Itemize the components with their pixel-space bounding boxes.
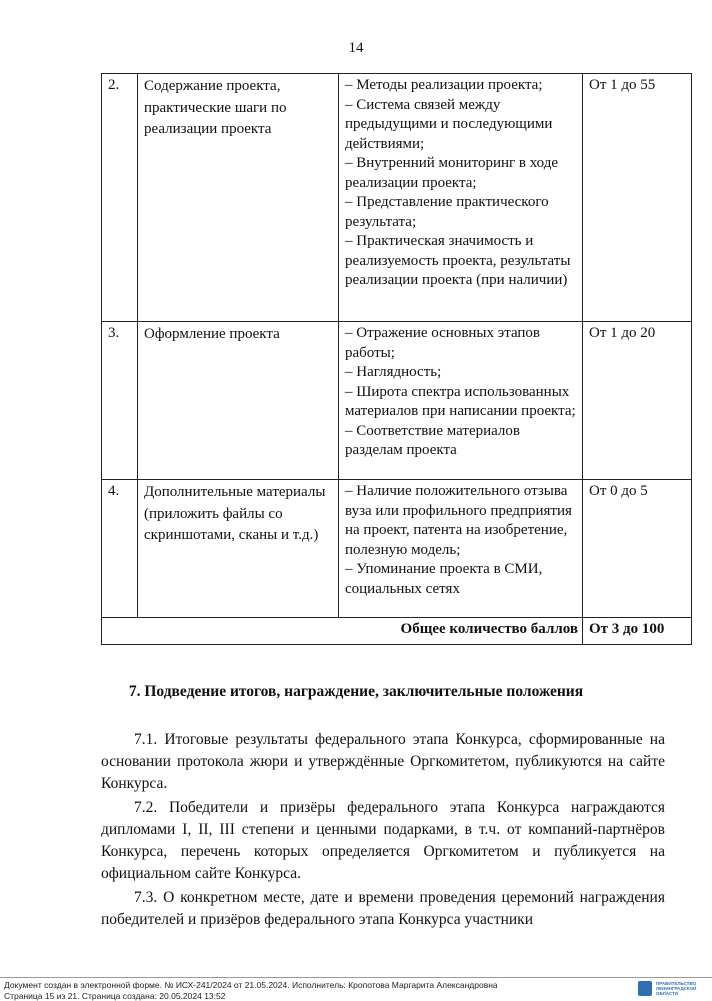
footer-document-info: Документ создан в электронной форме. № ИСХ-241/2024 от 21.05.2024. Исполнитель: Кропотова Маргарита Александровна (4, 980, 498, 991)
row-number: 2. (102, 74, 138, 322)
government-logo (638, 981, 702, 996)
footer-page-info: Страница 15 из 21. Страница создана: 20.05.2024 13:52 (4, 991, 498, 1001)
criterion-details (339, 480, 583, 618)
criterion-details (339, 322, 583, 480)
criterion-item: – Отражение основных этапов работы; (345, 324, 578, 363)
criterion-item: – Внутренний мониторинг в ходе реализации проекта; (345, 154, 578, 193)
criterion-item: – Методы реализации проекта; (345, 76, 578, 96)
table-row (102, 74, 692, 322)
criterion-item: – Наличие положительного отзыва вуза или профильного предприятия на проект, патента на изобретение, полезную модель; (345, 482, 578, 560)
criterion-name: Дополнительные материалы (приложить файлы со скриншотами, сканы и т.д.) (138, 480, 339, 618)
row-number: 4. (102, 480, 138, 618)
criterion-name: Оформление проекта (138, 322, 339, 480)
criterion-item: – Наглядность; (345, 363, 578, 383)
total-row (102, 618, 692, 645)
criterion-item: – Упоминание проекта в СМИ, социальных сетях (345, 560, 578, 599)
criterion-details (339, 74, 583, 322)
page-number: 14 (0, 40, 712, 57)
criterion-item: – Практическая значимость и реализуемость проекта, результаты реализации проекта (при наличии) (345, 232, 578, 291)
criterion-name: Содержание проекта, практические шаги по реализации проекта (138, 74, 339, 322)
criterion-item: – Широта спектра использованных материалов при написании проекта; (345, 383, 578, 422)
paragraph: 7.3. О конкретном месте, дате и времени проведения церемоний награждения победителей и призёров федерального этапа Конкурса участники (101, 887, 665, 931)
paragraph: 7.1. Итоговые результаты федерального этапа Конкурса, сформированные на основании протокола жюри и утверждённые Оргкомитетом, публикуются на сайте Конкурса. (101, 729, 665, 795)
criterion-item: – Система связей между предыдущими и последующими действиями; (345, 96, 578, 155)
score-range: От 0 до 5 (583, 480, 692, 618)
criteria-table (101, 73, 692, 645)
criterion-item: – Соответствие материалов разделам проекта (345, 422, 578, 461)
document-footer (0, 977, 712, 1001)
total-label: Общее количество баллов (102, 618, 583, 645)
paragraph: 7.2. Победители и призёры федерального этапа Конкурса награждаются дипломами I, II, III степени и ценными подарками, в т.ч. от компаний-партнёров Конкурса, перечень которых определяется Оргкомитетом и публикуется на официальном сайте Конкурса. (101, 797, 665, 885)
coat-of-arms-icon (638, 981, 652, 996)
logo-text: ПРАВИТЕЛЬСТВО ЛЕНИНГРАДСКОЙ ОБЛАСТИ (656, 981, 702, 996)
score-range: От 1 до 55 (583, 74, 692, 322)
criterion-item: – Представление практического результата; (345, 193, 578, 232)
section-heading: 7. Подведение итогов, награждение, заключительные положения (0, 683, 712, 701)
table-row (102, 322, 692, 480)
row-number: 3. (102, 322, 138, 480)
total-value: От 3 до 100 (583, 618, 692, 645)
score-range: От 1 до 20 (583, 322, 692, 480)
table-row (102, 480, 692, 618)
